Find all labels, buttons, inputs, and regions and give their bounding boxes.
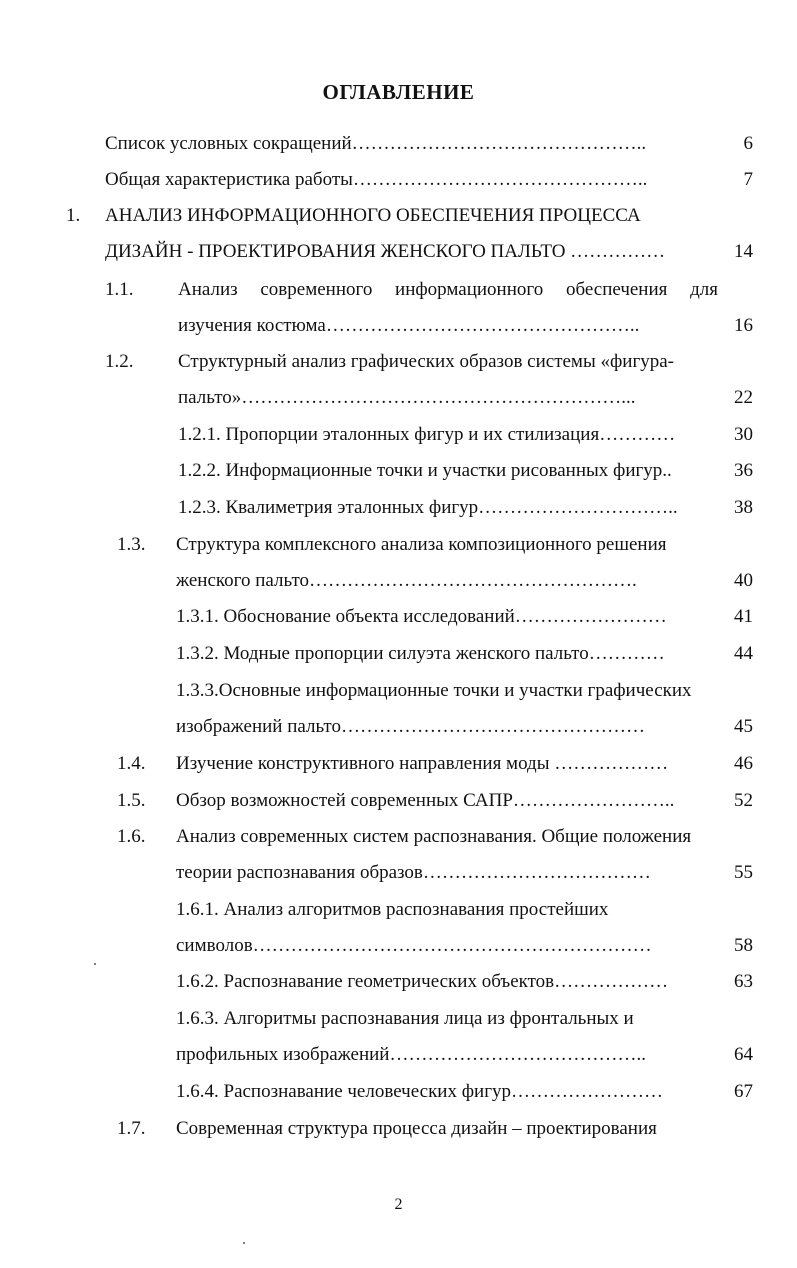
toc-entry-text: Структура комплексного анализа композиционного решения [176,534,667,555]
toc-entry-page: 22 [734,387,753,408]
toc-entry-page: 67 [734,1081,753,1102]
toc-entry-text: 1.3.3.Основные информационные точки и участки графических [176,680,692,701]
toc-entry-text: Изучение конструктивного направления моды ……………… [176,753,669,774]
toc-entry-page: 45 [734,716,753,737]
toc-entry-page: 36 [734,460,753,481]
toc-entry-text: Обзор возможностей современных САПР…………………….. [176,790,675,811]
toc-entry-number: 1.5. [117,790,146,811]
scan-speck [94,963,96,965]
toc-entry-text: 1.3.1. Обоснование объекта исследований…………………… [176,606,667,627]
toc-entry-number: 1.3. [117,534,146,555]
toc-entry-text: АНАЛИЗ ИНФОРМАЦИОННОГО ОБЕСПЕЧЕНИЯ ПРОЦЕССА [105,205,641,226]
toc-entry-text-continued: изображений пальто………………………………………… [176,716,645,737]
page-title: ОГЛАВЛЕНИЕ [322,80,475,104]
toc-entry-page: 30 [734,424,753,445]
toc-entry-text-continued: профильных изображений………………………………….. [176,1044,646,1065]
toc-entry-page: 6 [743,133,753,154]
toc-entry-page: 52 [734,790,753,811]
toc-entry-text-continued: ДИЗАЙН - ПРОЕКТИРОВАНИЯ ЖЕНСКОГО ПАЛЬТО …………… [105,241,666,262]
toc-entry-text-continued: теории распознавания образов……………………………… [176,862,651,883]
toc-entry-text: 1.3.2. Модные пропорции силуэта женского пальто………… [176,643,665,664]
toc-entry-text-continued: пальто»……………………………………………………... [178,387,636,408]
toc-entry-text-continued: символов……………………………………………………… [176,935,652,956]
toc-entry-page: 14 [734,241,753,262]
toc-entry-text: 1.6.1. Анализ алгоритмов распознавания простейших [176,899,609,920]
toc-entry-page: 44 [734,643,753,664]
scan-speck [243,1242,245,1244]
toc-entry-text: Современная структура процесса дизайн – проектирования [176,1118,657,1139]
toc-entry-page: 7 [743,169,753,190]
toc-entry-number: 1.6. [117,826,146,847]
toc-entry-text: 1.2.2. Информационные точки и участки рисованных фигур.. [178,460,672,481]
toc-entry-page: 64 [734,1044,753,1065]
toc-entry-text: Общая характеристика работы……………………………………….. [105,169,648,190]
toc-entry-page: 38 [734,497,753,518]
page-number: 2 [394,1196,403,1213]
toc-entry-page: 40 [734,570,753,591]
toc-entry-page: 58 [734,935,753,956]
toc-entry-text: 1.6.2. Распознавание геометрических объектов……………… [176,971,669,992]
toc-entry-number: 1.1. [105,279,134,300]
toc-entry-text: Список условных сокращений……………………………………….. [105,133,647,154]
toc-entry-number: 1. [66,205,81,226]
toc-entry-page: 46 [734,753,753,774]
toc-entry-page: 16 [734,315,753,336]
toc-entry-page: 63 [734,971,753,992]
toc-entry-text: Анализ современного информационного обеспечения для [178,279,718,300]
toc-entry-text: 1.6.3. Алгоритмы распознавания лица из фронтальных и [176,1008,634,1029]
toc-entry-number: 1.7. [117,1118,146,1139]
toc-entry-text: 1.2.1. Пропорции эталонных фигур и их стилизация………… [178,424,676,445]
toc-entry-text: 1.6.4. Распознавание человеческих фигур…………………… [176,1081,663,1102]
toc-entry-page: 55 [734,862,753,883]
toc-entry-text-continued: изучения костюма………………………………………….. [178,315,640,336]
toc-entry-text: Анализ современных систем распознавания. Общие положения [176,826,692,847]
toc-entry-text: Структурный анализ графических образов системы «фигура- [178,351,675,372]
toc-entry-text-continued: женского пальто……………………………………………. [176,570,637,591]
toc-entry-number: 1.4. [117,753,146,774]
toc-entry-page: 41 [734,606,753,627]
toc-entry-number: 1.2. [105,351,134,372]
toc-entry-text: 1.2.3. Квалиметрия эталонных фигур………………………….. [178,497,678,518]
